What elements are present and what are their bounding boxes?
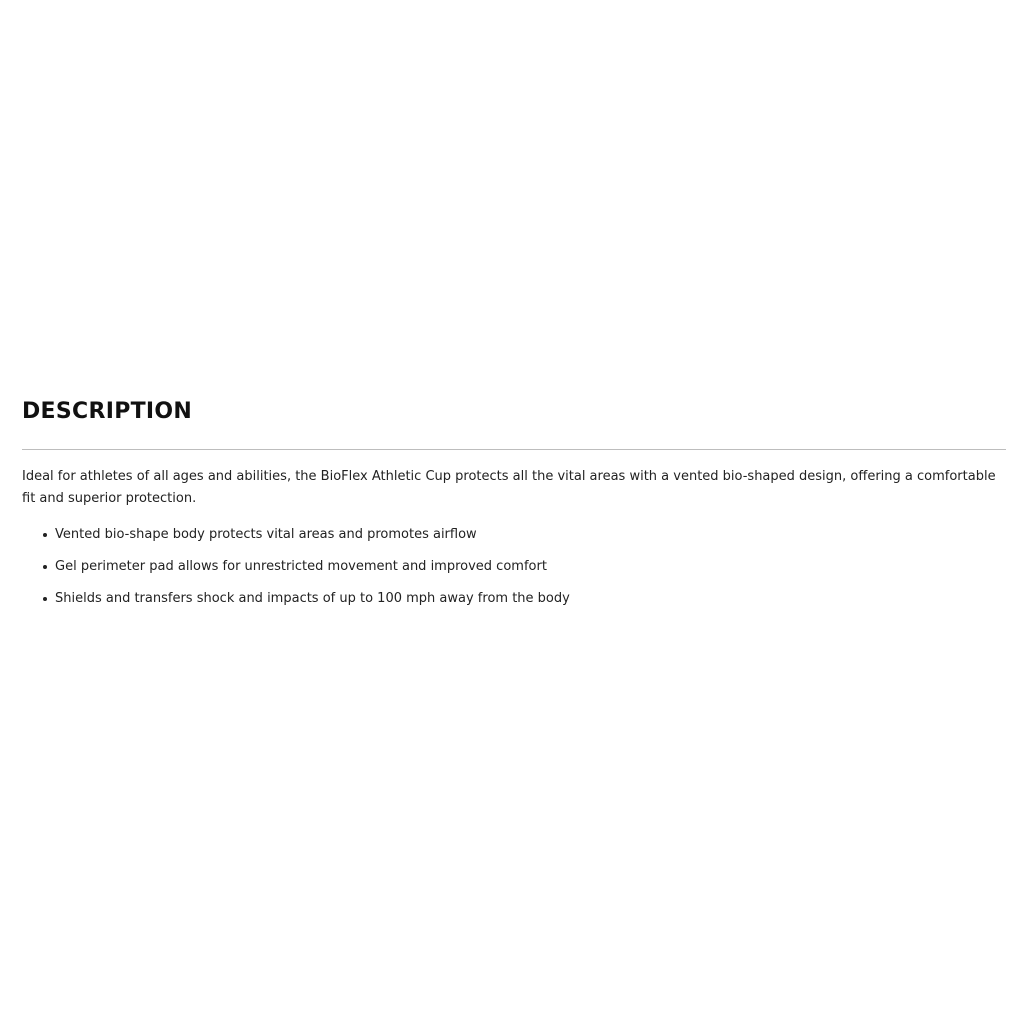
bullet-icon [43, 533, 47, 537]
description-section [22, 396, 1006, 620]
section-heading: DESCRIPTION [22, 399, 193, 424]
feature-item [43, 588, 1006, 610]
feature-text: Gel perimeter pad allows for unrestricted movement and improved comfort [55, 559, 547, 574]
feature-item [43, 524, 1006, 546]
feature-list [22, 524, 1006, 610]
feature-text: Shields and transfers shock and impacts of up to 100 mph away from the body [55, 591, 570, 606]
divider [22, 449, 1006, 450]
feature-text: Vented bio-shape body protects vital areas and promotes airflow [55, 527, 477, 542]
description-paragraph: Ideal for athletes of all ages and abilities, the BioFlex Athletic Cup protects all the vital areas with a vented bio-shaped design, offering a comfortable fit and superior protection. [22, 469, 996, 506]
feature-item [43, 556, 1006, 578]
bullet-icon [43, 597, 47, 601]
bullet-icon [43, 565, 47, 569]
